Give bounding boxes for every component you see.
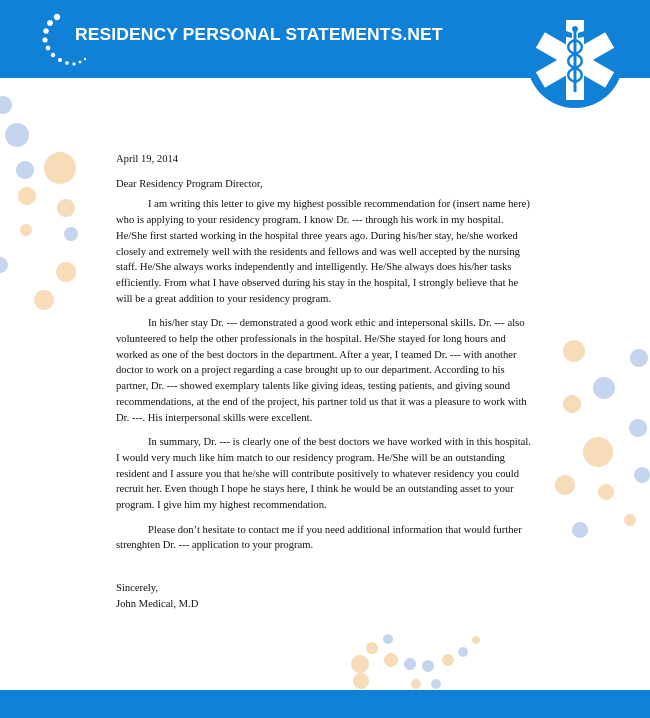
recommendation-letter (116, 152, 534, 613)
right-dots-cluster (555, 340, 650, 538)
left-dots-cluster (0, 96, 78, 310)
bottom-dots-arc (351, 634, 480, 689)
letter-paragraph: I am writing this letter to give my highest possible recommendation for (insert name here) who is applying to your residency program. I know Dr. --- through his work in my hospital. He/She first started working in the hospital three years ago. During his/her stay, he/she worked closely and extremely well with the residents and fellows and was well accepted by the nursing staff. He/She always works independently and intelligently. He/She always does his/her tasks efficiently. From what I have observed during his stay in the hospital, I strongly believe that he will be a great addition to your residency program. (116, 199, 530, 305)
star-of-life-caduceus-icon (527, 12, 623, 108)
letter-signature: John Medical, M.D (116, 598, 199, 610)
letter-closing: Sincerely, (116, 583, 158, 595)
letter-date: April 19, 2014 (116, 154, 179, 165)
letter-paragraph: In summary, Dr. --- is clearly one of the best doctors we have worked with in this hospital. I would very much like him match to our residency program. He/She will be an outstanding resident and I assure you that he/she will contribute positively to whatever residency you could recruit her. Even though I hope he stays here, I think he would be an outstanding asset to your program. I give him my highest recommendation. (116, 437, 531, 512)
letter-paragraph: In his/her stay Dr. --- demonstrated a good work ethic and intepersonal skills. Dr. --- also volunteered to help the other professionals in the hospital. He/She stayed for long hours and worked as one of the best doctors in the department. After a year, I teamed Dr. --- with another doctor to work on a project regarding a case brought up to our department. According to his partner, Dr. --- showed exemplary talents like giving ideas, testing patients, and giving sound recommendations, at the end of the project, his partner told us that it was a pleasure to work with Dr. ---. His interpersonal skills were excellent. (116, 318, 527, 424)
letter-closing-block (116, 581, 534, 612)
footer-bar (0, 690, 650, 718)
letter-salutation: Dear Residency Program Director, (116, 178, 263, 190)
site-brand-title[interactable]: RESIDENCY PERSONAL STATEMENTS.NET (75, 24, 443, 44)
letter-paragraph: Please don’t hesitate to contact me if you need additional information that would further strenghten Dr. --- application to your program. (116, 524, 522, 552)
